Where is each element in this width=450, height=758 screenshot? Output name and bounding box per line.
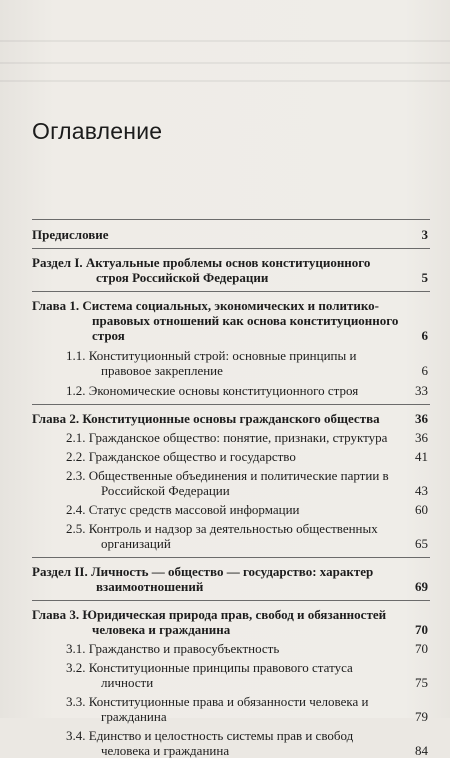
page-title: Оглавление xyxy=(32,118,163,144)
toc-entry-chapter-2 xyxy=(32,411,430,426)
toc-entry-3-2 xyxy=(32,660,430,690)
toc-page-number: 79 xyxy=(415,709,428,724)
toc-entry-text: Предисловие xyxy=(32,227,109,242)
toc-entry-text: 2.3. Общественные объединения и политические партии в Российской Федерации xyxy=(66,468,389,498)
toc-entry-preface xyxy=(32,227,430,242)
toc-entry-2-1 xyxy=(32,430,430,445)
toc-page-number: 70 xyxy=(415,622,428,637)
toc-page-number: 36 xyxy=(415,411,428,426)
divider xyxy=(32,557,430,558)
toc-entry-text: Глава 3. Юридическая природа прав, свобод и обязанностей человека и гражданина xyxy=(32,607,387,637)
divider xyxy=(32,404,430,405)
toc-page-number: 33 xyxy=(415,383,428,398)
bleed-through-line xyxy=(0,80,450,82)
table-of-contents xyxy=(32,219,430,758)
toc-entry-section-2 xyxy=(32,564,430,594)
toc-entry-text: 1.1. Конституционный строй: основные принципы и правовое закрепление xyxy=(66,348,357,378)
toc-page-number: 5 xyxy=(421,270,428,285)
toc-entry-text: 2.5. Контроль и надзор за деятельностью общественных организаций xyxy=(66,521,378,551)
toc-page-number: 3 xyxy=(421,227,428,242)
toc-entry-text: Глава 2. Конституционные основы гражданского общества xyxy=(32,411,380,426)
toc-entry-text: 3.2. Конституционные принципы правового статуса личности xyxy=(66,660,353,690)
toc-entry-text: 3.3. Конституционные права и обязанности человека и гражданина xyxy=(66,694,369,724)
toc-entry-3-4 xyxy=(32,728,430,758)
toc-entry-3-3 xyxy=(32,694,430,724)
toc-entry-text: Раздел II. Личность — общество — государство: характер взаимоотношений xyxy=(32,564,374,594)
toc-entry-text: 1.2. Экономические основы конституционного строя xyxy=(66,383,359,398)
toc-entry-chapter-1 xyxy=(32,298,430,343)
toc-entry-2-4 xyxy=(32,502,430,517)
toc-page-number: 60 xyxy=(415,502,428,517)
toc-page-number: 75 xyxy=(415,675,428,690)
toc-page-number: 41 xyxy=(415,449,428,464)
toc-entry-text: 2.4. Статус средств массовой информации xyxy=(66,502,300,517)
divider xyxy=(32,291,430,292)
toc-entry-chapter-3 xyxy=(32,607,430,637)
toc-entry-text: 3.4. Единство и целостность системы прав и свобод человека и гражданина xyxy=(66,728,354,758)
divider xyxy=(32,600,430,601)
toc-page-number: 6 xyxy=(421,363,428,378)
toc-page-number: 70 xyxy=(415,641,428,656)
toc-entry-text: 2.2. Гражданское общество и государство xyxy=(66,449,296,464)
toc-entry-1-1 xyxy=(32,348,430,378)
bleed-through-line xyxy=(0,62,450,64)
toc-entry-1-2 xyxy=(32,383,430,398)
toc-entry-2-2 xyxy=(32,449,430,464)
toc-page-number: 43 xyxy=(415,483,428,498)
toc-entry-text: 3.1. Гражданство и правосубъектность xyxy=(66,641,280,656)
toc-entry-text: 2.1. Гражданское общество: понятие, признаки, структура xyxy=(66,430,388,445)
toc-entry-2-3 xyxy=(32,468,430,498)
toc-entry-text: Раздел I. Актуальные проблемы основ конституционного строя Российской Федерации xyxy=(32,255,371,285)
toc-entry-3-1 xyxy=(32,641,430,656)
divider xyxy=(32,219,430,220)
toc-entry-section-1 xyxy=(32,255,430,285)
toc-entry-2-5 xyxy=(32,521,430,551)
toc-page-number: 6 xyxy=(421,328,428,343)
bleed-through-line xyxy=(0,40,450,42)
toc-page-number: 36 xyxy=(415,430,428,445)
toc-entry-text: Глава 1. Система социальных, экономических и политико-правовых отношений как основа конституционного строя xyxy=(32,298,399,343)
toc-page-number: 69 xyxy=(415,579,428,594)
toc-page-number: 84 xyxy=(415,743,428,758)
toc-page-number: 65 xyxy=(415,536,428,551)
divider xyxy=(32,248,430,249)
